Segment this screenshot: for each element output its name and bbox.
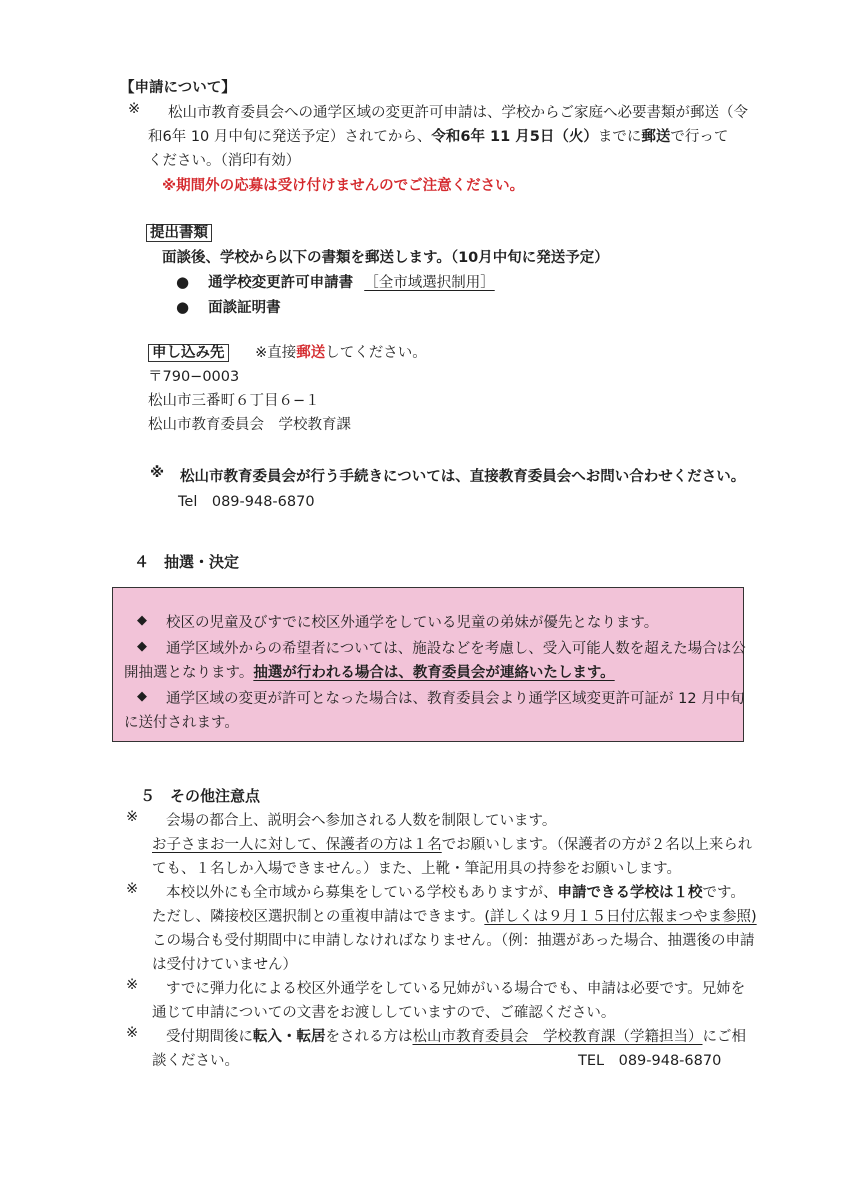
destination-mail-emphasis: 郵送	[296, 345, 326, 361]
note-1-guardian-limit: お子さまお一人に対して、保護者の方は１名	[152, 837, 442, 853]
documents-item-1	[176, 271, 495, 292]
documents-item-2-text: 面談証明書	[208, 300, 281, 316]
documents-item-1-tag: ［全市域選択制用］	[364, 275, 495, 291]
note-mark: ※	[126, 1025, 139, 1041]
lottery-point-3-line-2: に送付されます。	[124, 715, 239, 731]
note-2-line-2-a: ただし、隣接校区選択制との重複申請はできます。	[152, 909, 485, 925]
lottery-contact-notice: 抽選が行われる場合は、教育委員会が連絡いたします。	[253, 665, 615, 681]
note-2-line-3: この場合も受付期間中に申請しなければなりません。（例：抽選があった場合、抽選後の申請	[152, 933, 755, 949]
lottery-point-2-line-2	[124, 661, 615, 682]
documents-item-1-text: 通学校変更許可申請書	[208, 275, 354, 291]
lottery-point-1: 校区の児童及びすでに校区外通学をしている児童の弟妹が優先となります。	[166, 615, 659, 631]
note-4-move-in: 転入・転居	[253, 1029, 326, 1045]
application-mail-emphasis: 郵送	[641, 129, 671, 145]
inquiry-text: 松山市教育委員会が行う手続きについては、直接教育委員会へお問い合わせください。	[180, 469, 746, 485]
note-2-line-1-a: 本校以外にも全市域から募集をしている学校もありますが、	[166, 885, 558, 901]
application-line-3: ください。（消印有効）	[148, 153, 301, 169]
diamond-icon: ◆	[137, 689, 147, 704]
note-4-line-1-a: 受付期間後に	[166, 1029, 253, 1045]
lottery-point-2-line-1: 通学区域外からの希望者については、施設などを考慮し、受入可能人数を超えた場合は公	[166, 641, 746, 657]
lottery-point-2-a: 開抽選となります。	[124, 665, 254, 681]
note-4-office: 松山市教育委員会 学校教育課（学籍担当）	[412, 1029, 703, 1045]
note-4-line-1-e: にご相	[702, 1029, 746, 1045]
note-4-tel: TEL 089-948-6870	[578, 1053, 722, 1069]
note-2-line-1-c: です。	[702, 885, 745, 901]
note-mark: ※	[126, 977, 139, 993]
bullet-icon: ●	[176, 273, 190, 291]
note-3-line-1: すでに弾力化による校区外通学をしている兄姉がいる場合でも、申請は必要です。兄姉を	[166, 981, 746, 997]
documents-item-2	[176, 296, 281, 317]
note-mark: ※	[126, 881, 139, 897]
application-line-2-e: で行って	[670, 129, 729, 145]
application-line-2-c: までに	[597, 129, 642, 145]
note-2-line-1	[166, 881, 745, 902]
note-3-line-2: 通じて申請についての文書をお渡ししていますので、ご確認ください。	[152, 1005, 616, 1021]
destination-note-a: ※直接	[255, 345, 297, 361]
destination-postal: 〒790−0003	[148, 369, 240, 385]
note-2-line-2	[152, 905, 757, 926]
application-warning: ※期間外の応募は受け付けませんのでご注意ください。	[162, 178, 525, 194]
section-5-heading: ５ その他注意点	[140, 787, 261, 805]
inquiry-mark: ※	[150, 465, 165, 481]
application-deadline: 令和6年 11 月5日（火）	[431, 129, 598, 145]
destination-note	[255, 345, 427, 361]
destination-note-c: してください。	[325, 345, 427, 361]
application-note-mark: ※	[128, 101, 141, 117]
note-1-line-1: 会場の都合上、説明会へ参加される人数を制限しています。	[166, 813, 557, 829]
application-line-1: 松山市教育委員会への通学区域の変更許可申請は、学校からご家庭へ必要書類が郵送（令	[168, 105, 748, 121]
note-4-line-2: 談ください。	[152, 1053, 239, 1069]
note-1-line-2	[152, 833, 752, 854]
note-1-line-3: ても、１名しか入場できません。）また、上靴・筆記用具の持参をお願いします。	[152, 861, 681, 877]
destination-row	[148, 341, 427, 362]
application-line-2-a: 和6年 10 月中旬に発送予定）されてから、	[148, 129, 432, 145]
destination-label: 申し込み先	[148, 344, 229, 362]
note-4-line-1	[166, 1025, 746, 1046]
note-1-line-2-b: でお願いします。（保護者の方が２名以上来られ	[441, 837, 753, 853]
documents-intro: 面談後、学校から以下の書類を郵送します。（10月中旬に発送予定）	[162, 250, 609, 266]
note-2-line-4: は受付けていません）	[152, 957, 297, 973]
diamond-icon: ◆	[137, 613, 147, 628]
documents-label	[146, 221, 212, 242]
destination-address: 松山市三番町６丁目６−１	[148, 393, 320, 409]
application-line-2	[148, 125, 728, 146]
diamond-icon: ◆	[137, 639, 147, 654]
bullet-icon: ●	[176, 298, 190, 316]
note-2-reference: (詳しくは９月１５日付広報まつやま参照)	[484, 909, 757, 925]
section-4-heading: ４ 抽選・決定	[134, 553, 240, 571]
note-2-one-school: 申請できる学校は１校	[557, 885, 703, 901]
application-heading: 【申請について】	[120, 80, 236, 96]
documents-label-text: 提出書類	[146, 224, 212, 242]
note-4-line-1-c: をされる方は	[325, 1029, 413, 1045]
inquiry-tel: Tel 089-948-6870	[178, 494, 315, 510]
note-mark: ※	[126, 809, 139, 825]
lottery-point-3-line-1: 通学区域の変更が許可となった場合は、教育委員会より通学区域変更許可証が 12 月中旬	[166, 691, 745, 707]
destination-office: 松山市教育委員会 学校教育課	[148, 417, 351, 433]
